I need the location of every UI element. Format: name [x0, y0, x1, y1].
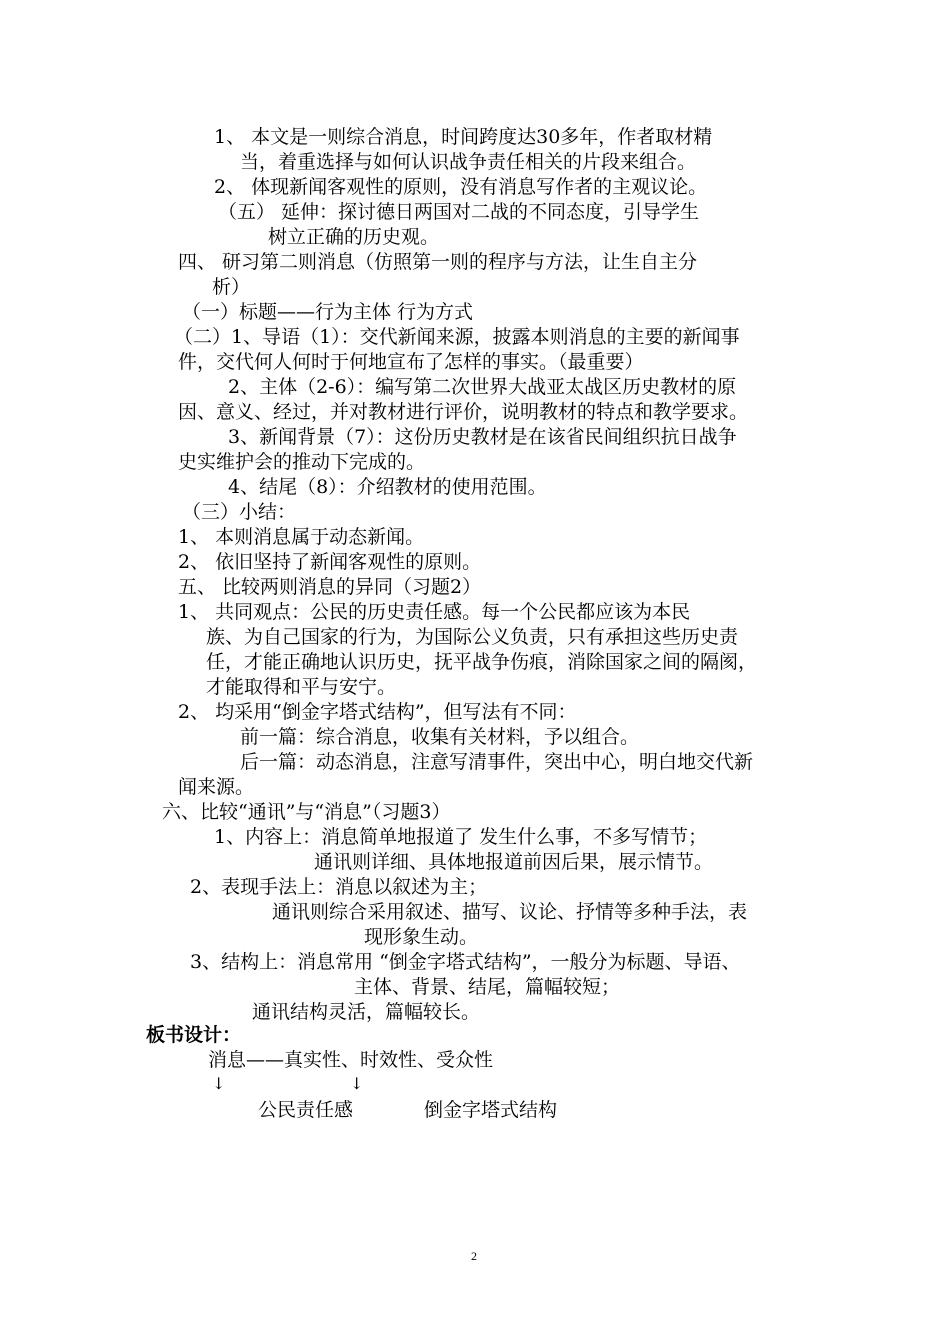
text-line: 五、 比较两则消息的异同（习题2）: [178, 576, 482, 598]
down-arrow-icon: ↓: [212, 1074, 226, 1093]
text-line: 4、结尾（8）：介绍教材的使用范围。: [228, 476, 547, 498]
board-item-inverted-pyramid: 倒金字塔式结构: [424, 1099, 558, 1121]
text-line: 闻来源。: [178, 776, 255, 798]
text-line: 3、新闻背景（7）：这份历史教材是在该省民间组织抗日战争: [228, 426, 737, 448]
text-line: 史实维护会的推动下完成的。: [178, 451, 426, 473]
text-line: 1、 本则消息属于动态新闻。: [178, 526, 425, 548]
text-line: 1、 共同观点：公民的历史责任感。每一个公民都应该为本民: [178, 601, 691, 623]
text-line: （五） 延伸：探讨德日两国对二战的不同态度，引导学生: [218, 201, 700, 223]
text-line: 2、 均采用“倒金字塔式结构”，但写法有不同：: [178, 701, 577, 723]
text-line: 六、比较“通讯”与“消息”（习题3）: [162, 801, 451, 823]
text-line: 才能取得和平与安宁。: [206, 676, 397, 698]
text-line: （二）1、导语（1）：交代新闻来源，披露本则消息的主要的新闻事: [174, 326, 740, 348]
text-line: 四、 研习第二则消息（仿照第一则的程序与方法，让生自主分: [178, 251, 698, 273]
text-line: 件，交代何人何时于何地宣布了怎样的事实。（最重要）: [178, 351, 644, 373]
text-line: 因、意义、经过，并对教材进行评价，说明教材的特点和教学要求。: [178, 401, 749, 423]
text-line: 3、结构上：消息常用 “倒金字塔式结构”，一般分为标题、导语、: [190, 951, 741, 973]
text-line: （三）小结：: [182, 501, 297, 523]
board-heading: 板书设计：: [146, 1024, 242, 1046]
text-line: （一）标题——行为主体 行为方式: [182, 301, 474, 323]
text-line: 1、内容上：消息简单地报道了 发生什么事，不多写情节；: [214, 826, 708, 848]
text-line: 族、为自己国家的行为，为国际公义负责，只有承担这些历史责: [206, 626, 739, 648]
text-line: 当，着重选择与如何认识战争责任相关的片段来组合。: [240, 151, 697, 173]
text-line: 2、表现手法上：消息以叙述为主；: [190, 876, 488, 898]
text-line: 后一篇：动态消息，注意写清事件，突出中心，明白地交代新: [240, 751, 754, 773]
text-line: 通讯则详细、具体地报道前因后果，展示情节。: [314, 851, 714, 873]
text-line: 前一篇：综合消息，收集有关材料，予以组合。: [240, 726, 640, 748]
text-line: 树立正确的历史观。: [268, 226, 440, 248]
board-line: 消息——真实性、时效性、受众性: [208, 1049, 494, 1071]
board-item-civic-responsibility: 公民责任感: [258, 1099, 354, 1121]
text-line: 2、主体（2-6）：编写第二次世界大战亚太战区历史教材的原: [228, 376, 737, 398]
text-line: 现形象生动。: [364, 926, 479, 948]
text-line: 2、 依旧坚持了新闻客观性的原则。: [178, 551, 482, 573]
text-line: 主体、背景、结尾，篇幅较短；: [354, 976, 621, 998]
text-line: 2、 体现新闻客观性的原则，没有消息写作者的主观议论。: [214, 176, 708, 198]
text-line: 通讯结构灵活，篇幅较长。: [252, 1001, 481, 1023]
page-number: 2: [471, 1249, 477, 1263]
down-arrow-icon: ↓: [350, 1074, 364, 1093]
text-line: 任，才能正确地认识历史，抚平战争伤痕，消除国家之间的隔阂，: [206, 651, 758, 673]
text-line: 1、 本文是一则综合消息，时间跨度达30多年，作者取材精: [214, 126, 713, 148]
text-line: 析）: [212, 276, 251, 298]
text-line: 通讯则综合采用叙述、描写、议论、抒情等多种手法，表: [272, 901, 748, 923]
